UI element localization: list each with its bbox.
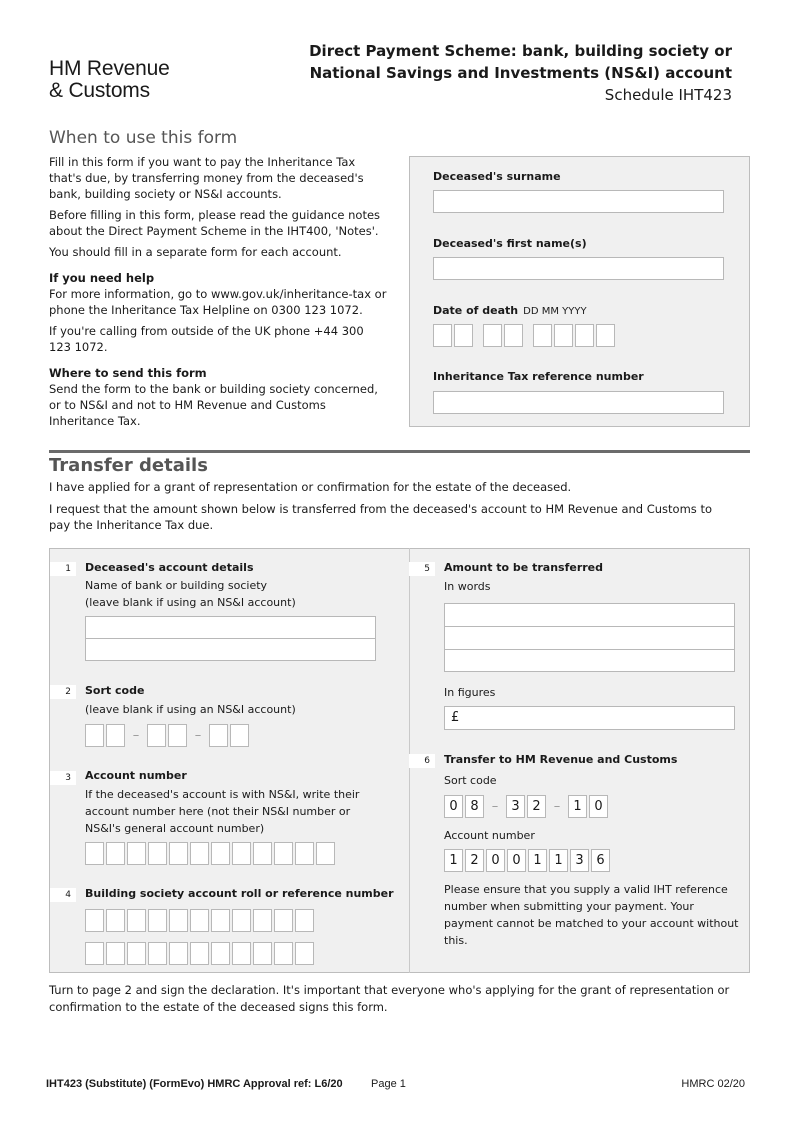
sort-code-digit[interactable] bbox=[209, 724, 228, 747]
roll-number-digit[interactable] bbox=[232, 909, 251, 932]
account-number-digit[interactable] bbox=[253, 842, 272, 865]
question-number-1: 1 bbox=[50, 562, 76, 576]
first-name-label: Deceased's first name(s) bbox=[433, 237, 587, 250]
roll-number-digit[interactable] bbox=[106, 942, 125, 965]
account-number-digit[interactable] bbox=[274, 842, 293, 865]
date-of-death-label-text: Date of death bbox=[433, 304, 519, 317]
surname-label: Deceased's surname bbox=[433, 170, 561, 183]
roll-number-digit[interactable] bbox=[169, 909, 188, 932]
roll-number-digit[interactable] bbox=[127, 909, 146, 932]
help-paragraph-2: If you're calling from outside of the UK phone +44 300 123 1072. bbox=[49, 324, 364, 354]
roll-number-digit[interactable] bbox=[295, 942, 314, 965]
dash-separator: – bbox=[194, 728, 202, 743]
account-number-digit[interactable] bbox=[127, 842, 146, 865]
hmrc-logo bbox=[49, 58, 170, 102]
iht-reference-note: Please ensure that you supply a valid IHT reference number when submitting your payment. Your payment cannot be matched to your account without this. bbox=[444, 883, 739, 947]
roll-number-digit[interactable] bbox=[211, 909, 230, 932]
sort-code-input bbox=[85, 724, 251, 747]
hmrc-account-digit: 1 bbox=[528, 849, 547, 872]
hmrc-account-number-label: Account number bbox=[444, 829, 535, 842]
question-number-2: 2 bbox=[50, 685, 76, 699]
date-of-death-label bbox=[433, 304, 587, 317]
account-number-digit[interactable] bbox=[211, 842, 230, 865]
roll-number-digit[interactable] bbox=[190, 909, 209, 932]
sort-code-digit[interactable] bbox=[168, 724, 187, 747]
transfer-paragraph-2: I request that the amount shown below is transferred from the deceased's account to HM Revenue and Customs to pay the Inheritance Tax due. bbox=[49, 502, 712, 532]
roll-number-digit[interactable] bbox=[274, 942, 293, 965]
bank-name-input-line-2[interactable] bbox=[85, 638, 376, 661]
amount-words-input-line-2[interactable] bbox=[444, 626, 735, 650]
section-divider bbox=[49, 450, 750, 453]
form-title-line-2: National Savings and Investments (NS&I) account bbox=[309, 64, 732, 82]
hmrc-sort-code-digit: 2 bbox=[527, 795, 546, 818]
roll-number-input-row-2 bbox=[85, 942, 316, 965]
roll-number-input-row-1 bbox=[85, 909, 316, 932]
logo-line-1: HM Revenue bbox=[49, 57, 170, 80]
page-number: Page 1 bbox=[371, 1078, 406, 1090]
q3-line-2: account number here (not their NS&I number or bbox=[85, 805, 351, 818]
hmrc-account-digit: 0 bbox=[486, 849, 505, 872]
roll-number-digit[interactable] bbox=[295, 909, 314, 932]
sort-code-digit[interactable] bbox=[230, 724, 249, 747]
roll-number-digit[interactable] bbox=[148, 942, 167, 965]
dod-year-digit[interactable] bbox=[575, 324, 594, 347]
q2-line-1: (leave blank if using an NS&I account) bbox=[85, 703, 296, 716]
hmrc-account-digit: 2 bbox=[465, 849, 484, 872]
date-of-death-input bbox=[433, 324, 617, 347]
sort-code-digit[interactable] bbox=[106, 724, 125, 747]
surname-input[interactable] bbox=[433, 190, 724, 213]
q5-title: Amount to be transferred bbox=[444, 561, 604, 574]
in-words-label: In words bbox=[444, 580, 491, 593]
hmrc-account-digit: 1 bbox=[549, 849, 568, 872]
help-heading: If you need help bbox=[49, 271, 155, 285]
dod-year-digit[interactable] bbox=[596, 324, 615, 347]
account-number-digit[interactable] bbox=[85, 842, 104, 865]
hmrc-account-digit: 6 bbox=[591, 849, 610, 872]
q4-title: Building society account roll or reference number bbox=[85, 887, 394, 900]
hmrc-sort-code-digit: 0 bbox=[444, 795, 463, 818]
account-number-digit[interactable] bbox=[190, 842, 209, 865]
hmrc-account-digit: 1 bbox=[444, 849, 463, 872]
intro-paragraph-2: Before filling in this form, please read the guidance notes about the Direct Payment Scheme in the IHT400, 'Notes'. bbox=[49, 208, 381, 238]
schedule-label: Schedule IHT423 bbox=[604, 86, 732, 104]
dod-day-digit[interactable] bbox=[433, 324, 452, 347]
dod-year-digit[interactable] bbox=[533, 324, 552, 347]
roll-number-digit[interactable] bbox=[190, 942, 209, 965]
hmrc-sort-code-digit: 1 bbox=[568, 795, 587, 818]
dod-year-digit[interactable] bbox=[554, 324, 573, 347]
form-reference: IHT423 (Substitute) (FormEvo) HMRC Approval ref: L6/20 bbox=[46, 1078, 343, 1090]
declaration-instruction: Turn to page 2 and sign the declaration. It's important that everyone who's applying for the grant of representation or confirmation to the estate of the deceased signs this form. bbox=[49, 983, 730, 1014]
iht-reference-input[interactable] bbox=[433, 391, 724, 414]
roll-number-digit[interactable] bbox=[106, 909, 125, 932]
dash-separator: – bbox=[553, 799, 561, 814]
hmrc-version-code: HMRC 02/20 bbox=[681, 1078, 745, 1090]
question-number-5: 5 bbox=[409, 562, 435, 576]
hmrc-sort-code-digit: 0 bbox=[589, 795, 608, 818]
roll-number-digit[interactable] bbox=[211, 942, 230, 965]
in-figures-label: In figures bbox=[444, 686, 496, 699]
hmrc-account-number bbox=[444, 849, 612, 872]
hmrc-sort-code-digit: 3 bbox=[506, 795, 525, 818]
form-title-line-1: Direct Payment Scheme: bank, building society or bbox=[309, 42, 732, 60]
hmrc-sort-code bbox=[444, 795, 610, 818]
date-format-hint: DD MM YYYY bbox=[523, 306, 587, 317]
roll-number-digit[interactable] bbox=[274, 909, 293, 932]
sort-code-digit[interactable] bbox=[147, 724, 166, 747]
bank-name-input-line-1[interactable] bbox=[85, 616, 376, 639]
dod-month-digit[interactable] bbox=[483, 324, 502, 347]
dash-separator: – bbox=[132, 728, 140, 743]
send-heading: Where to send this form bbox=[49, 366, 207, 380]
account-number-digit[interactable] bbox=[295, 842, 314, 865]
deceased-details-box bbox=[409, 156, 750, 427]
transfer-paragraph-1: I have applied for a grant of representation or confirmation for the estate of the deceased. bbox=[49, 480, 572, 494]
amount-words-input-line-3[interactable] bbox=[444, 649, 735, 672]
roll-number-digit[interactable] bbox=[127, 942, 146, 965]
q2-title: Sort code bbox=[85, 684, 145, 697]
roll-number-digit[interactable] bbox=[85, 942, 104, 965]
first-name-input[interactable] bbox=[433, 257, 724, 280]
dod-day-digit[interactable] bbox=[454, 324, 473, 347]
question-number-3: 3 bbox=[50, 771, 76, 785]
dash-separator: – bbox=[491, 799, 499, 814]
hmrc-account-digit: 3 bbox=[570, 849, 589, 872]
form-header bbox=[302, 40, 732, 106]
intro-paragraph-1: Fill in this form if you want to pay the Inheritance Tax that's due, by transferring money from the deceased's bank, building society or NS&I accounts. bbox=[49, 155, 364, 201]
account-number-input bbox=[85, 842, 337, 865]
logo-line-2: & Customs bbox=[49, 79, 150, 102]
dod-month-digit[interactable] bbox=[504, 324, 523, 347]
question-number-4: 4 bbox=[50, 888, 76, 902]
account-number-digit[interactable] bbox=[148, 842, 167, 865]
q6-title: Transfer to HM Revenue and Customs bbox=[444, 753, 678, 766]
q1-line-2: (leave blank if using an NS&I account) bbox=[85, 596, 296, 609]
transfer-section bbox=[49, 455, 729, 539]
help-paragraph-1: For more information, go to www.gov.uk/inheritance-tax or phone the Inheritance Tax Helpline on 0300 123 1072. bbox=[49, 287, 387, 317]
q3-line-3: NS&I's general account number) bbox=[85, 822, 265, 835]
question-number-6: 6 bbox=[409, 754, 435, 768]
account-number-digit[interactable] bbox=[232, 842, 251, 865]
q1-title: Deceased's account details bbox=[85, 561, 254, 574]
hmrc-sort-code-label: Sort code bbox=[444, 774, 497, 787]
hmrc-sort-code-digit: 8 bbox=[465, 795, 484, 818]
q3-line-1: If the deceased's account is with NS&I, write their bbox=[85, 788, 360, 801]
hmrc-account-digit: 0 bbox=[507, 849, 526, 872]
roll-number-digit[interactable] bbox=[85, 909, 104, 932]
roll-number-digit[interactable] bbox=[253, 942, 272, 965]
sort-code-digit[interactable] bbox=[85, 724, 104, 747]
amount-words-input-line-1[interactable] bbox=[444, 603, 735, 627]
intro-heading: When to use this form bbox=[49, 128, 238, 148]
q1-line-1: Name of bank or building society bbox=[85, 579, 268, 592]
roll-number-digit[interactable] bbox=[232, 942, 251, 965]
iht-reference-label: Inheritance Tax reference number bbox=[433, 370, 644, 383]
account-number-digit[interactable] bbox=[316, 842, 335, 865]
roll-number-digit[interactable] bbox=[148, 909, 167, 932]
account-number-digit[interactable] bbox=[106, 842, 125, 865]
intro-paragraph-3: You should fill in a separate form for each account. bbox=[49, 245, 342, 259]
account-number-digit[interactable] bbox=[169, 842, 188, 865]
intro-section bbox=[49, 130, 389, 434]
amount-figures-input[interactable] bbox=[444, 706, 735, 730]
roll-number-digit[interactable] bbox=[253, 909, 272, 932]
roll-number-digit[interactable] bbox=[169, 942, 188, 965]
currency-symbol: £ bbox=[451, 710, 460, 725]
transfer-heading: Transfer details bbox=[49, 455, 208, 476]
send-paragraph: Send the form to the bank or building society concerned, or to NS&I and not to HM Revenue and Customs Inheritance Tax. bbox=[49, 382, 378, 428]
q3-title: Account number bbox=[85, 769, 187, 782]
